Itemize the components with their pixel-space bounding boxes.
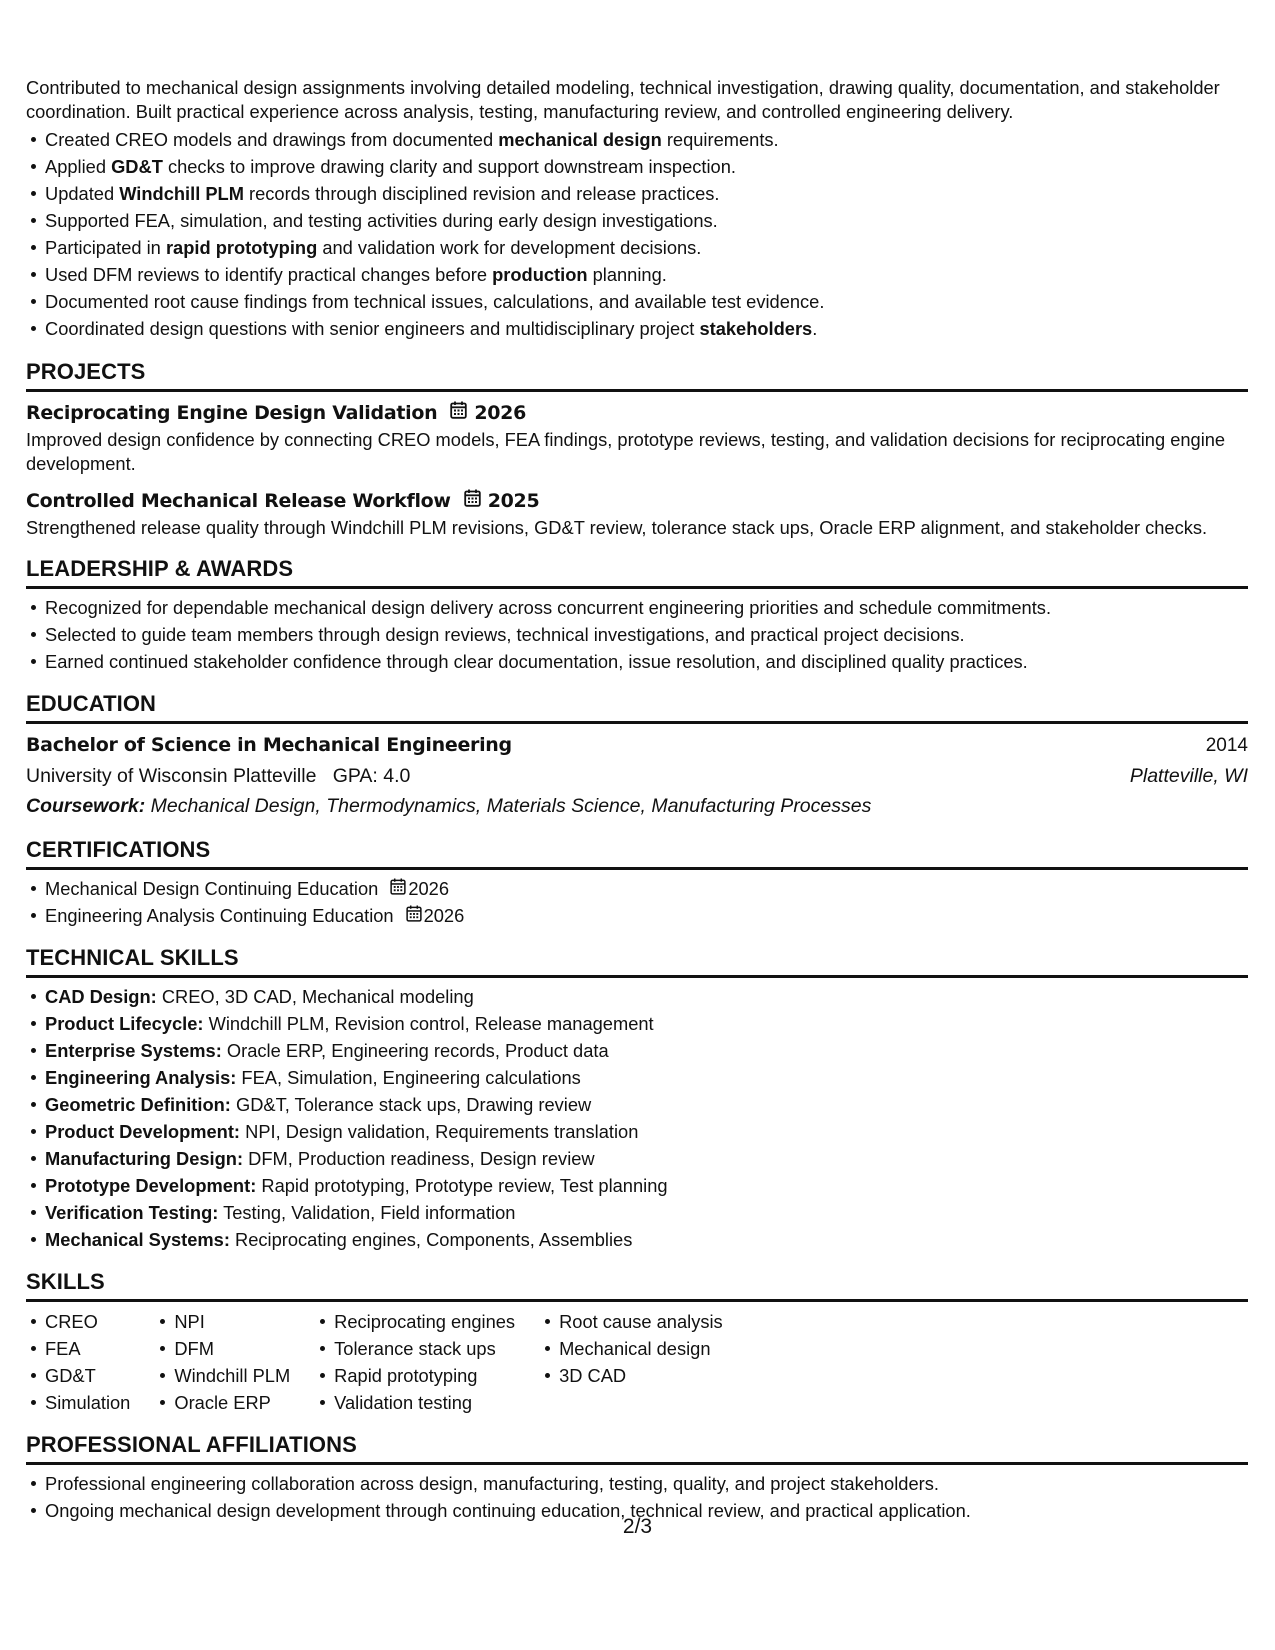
project-description: Improved design confidence by connecting CREO models, FEA findings, prototype reviews, testing, and validation decisions for reciprocating engine development. — [26, 429, 1226, 474]
certification-year: 2026 — [408, 878, 450, 899]
list-item: Mechanical design — [559, 1335, 723, 1362]
section-title: EDUCATION — [26, 690, 1248, 724]
experience-summary: Contributed to mechanical design assignments involving detailed modeling, technical investigation, drawing quality, documentation, and stakeholder coordination. Built practical experience across analysis, testing, manufacturing review, and controlled engineering delivery. — [26, 77, 1220, 122]
school-name: University of Wisconsin Platteville — [26, 765, 317, 787]
project-year: 2026 — [474, 402, 527, 424]
list-item: Root cause analysis — [559, 1308, 723, 1335]
project-description: Strengthened release quality through Windchill PLM revisions, GD&T review, tolerance stack ups, Oracle ERP alignment, and stakeholder checks. — [26, 517, 1208, 538]
projects-section — [26, 358, 1248, 540]
calendar-icon — [390, 875, 406, 902]
certification-name: Mechanical Design Continuing Education — [45, 878, 379, 899]
list-item: Professional engineering collaboration across design, manufacturing, testing, quality, and project stakeholders. — [45, 1470, 1248, 1497]
list-item: Earned continued stakeholder confidence through clear documentation, issue resolution, and disciplined quality practices. — [45, 648, 1248, 675]
certifications-section — [26, 836, 1248, 929]
section-title: SKILLS — [26, 1268, 1248, 1302]
list-item: Supported FEA, simulation, and testing activities during early design investigations. — [45, 207, 1248, 234]
education-entry — [26, 730, 1248, 821]
list-item: NPI — [174, 1308, 290, 1335]
coursework-list: Mechanical Design, Thermodynamics, Materials Science, Manufacturing Processes — [150, 795, 872, 817]
page-number: 2/3 — [622, 1515, 653, 1538]
list-item: Created CREO models and drawings from documented mechanical design requirements. — [45, 126, 1248, 153]
degree-name: Bachelor of Science in Mechanical Engineering — [26, 734, 512, 756]
list-item: Manufacturing Design: DFM, Production readiness, Design review — [45, 1145, 1248, 1172]
list-item: Documented root cause findings from technical issues, calculations, and available test evidence. — [45, 288, 1248, 315]
certifications-list — [26, 875, 1248, 929]
list-item: Oracle ERP — [174, 1389, 290, 1416]
project-item — [26, 400, 1248, 476]
list-item: Selected to guide team members through design reviews, technical investigations, and practical project decisions. — [45, 621, 1248, 648]
section-title: PROJECTS — [26, 358, 1248, 392]
list-item: Validation testing — [334, 1389, 515, 1416]
technical-skills-list — [26, 983, 1248, 1253]
leadership-list — [26, 594, 1248, 675]
leadership-section — [26, 555, 1248, 675]
section-title: LEADERSHIP & AWARDS — [26, 555, 1248, 589]
calendar-icon — [464, 488, 481, 514]
list-item: Rapid prototyping — [334, 1362, 515, 1389]
list-item: Windchill PLM — [174, 1362, 290, 1389]
section-title: CERTIFICATIONS — [26, 836, 1248, 870]
list-item: Enterprise Systems: Oracle ERP, Engineering records, Product data — [45, 1037, 1248, 1064]
list-item: Product Development: NPI, Design validation, Requirements translation — [45, 1118, 1248, 1145]
list-item: Coordinated design questions with senior engineers and multidisciplinary project stakeholders. — [45, 315, 1248, 342]
experience-bullets — [26, 126, 1248, 342]
project-heading — [26, 400, 1248, 426]
list-item — [45, 875, 1248, 902]
affiliations-section — [26, 1431, 1248, 1524]
list-item: FEA — [45, 1335, 130, 1362]
list-item: 3D CAD — [559, 1362, 723, 1389]
section-title: TECHNICAL SKILLS — [26, 944, 1248, 978]
list-item: Verification Testing: Testing, Validation, Field information — [45, 1199, 1248, 1226]
certification-name: Engineering Analysis Continuing Education — [45, 905, 394, 926]
project-year: 2025 — [487, 490, 540, 512]
list-item: Applied GD&T checks to improve drawing clarity and support downstream inspection. — [45, 153, 1248, 180]
list-item: Used DFM reviews to identify practical changes before production planning. — [45, 261, 1248, 288]
skills-section — [26, 1268, 1248, 1416]
certification-year: 2026 — [423, 905, 465, 926]
calendar-icon — [450, 400, 467, 426]
list-item: DFM — [174, 1335, 290, 1362]
technical-skills-section — [26, 944, 1248, 1253]
list-item: Mechanical Systems: Reciprocating engines, Components, Assemblies — [45, 1226, 1248, 1253]
resume-page — [26, 76, 1248, 1524]
calendar-icon — [406, 902, 422, 929]
list-item: Updated Windchill PLM records through disciplined revision and release practices. — [45, 180, 1248, 207]
list-item: Participated in rapid prototyping and validation work for development decisions. — [45, 234, 1248, 261]
list-item: Prototype Development: Rapid prototyping, Prototype review, Test planning — [45, 1172, 1248, 1199]
coursework — [26, 791, 1248, 821]
project-heading — [26, 488, 1248, 514]
project-item — [26, 488, 1248, 540]
list-item: Product Lifecycle: Windchill PLM, Revision control, Release management — [45, 1010, 1248, 1037]
school-location: Platteville, WI — [1129, 765, 1248, 787]
coursework-label: Coursework: — [26, 795, 146, 817]
list-item: Tolerance stack ups — [334, 1335, 515, 1362]
project-name: Reciprocating Engine Design Validation — [26, 402, 438, 424]
list-item: Recognized for dependable mechanical design delivery across concurrent engineering priorities and schedule commitments. — [45, 594, 1248, 621]
experience-section — [26, 76, 1248, 342]
list-item: Reciprocating engines — [334, 1308, 515, 1335]
list-item: CREO — [45, 1308, 130, 1335]
section-title: PROFESSIONAL AFFILIATIONS — [26, 1431, 1248, 1465]
list-item: Engineering Analysis: FEA, Simulation, Engineering calculations — [45, 1064, 1248, 1091]
project-name: Controlled Mechanical Release Workflow — [26, 490, 451, 512]
list-item: Geometric Definition: GD&T, Tolerance stack ups, Drawing review — [45, 1091, 1248, 1118]
skills-column — [155, 1308, 290, 1416]
list-item: Ongoing mechanical design development through continuing education, technical review, and practical application. — [45, 1497, 1248, 1524]
skills-column — [26, 1308, 130, 1416]
skills-column — [315, 1308, 515, 1416]
gpa: GPA: 4.0 — [332, 765, 411, 787]
education-section — [26, 690, 1248, 821]
list-item — [45, 902, 1248, 929]
list-item: GD&T — [45, 1362, 130, 1389]
list-item: CAD Design: CREO, 3D CAD, Mechanical modeling — [45, 983, 1248, 1010]
skills-grid — [26, 1308, 1248, 1416]
list-item: Simulation — [45, 1389, 130, 1416]
graduation-year: 2014 — [1205, 735, 1248, 756]
skills-column — [540, 1308, 723, 1416]
